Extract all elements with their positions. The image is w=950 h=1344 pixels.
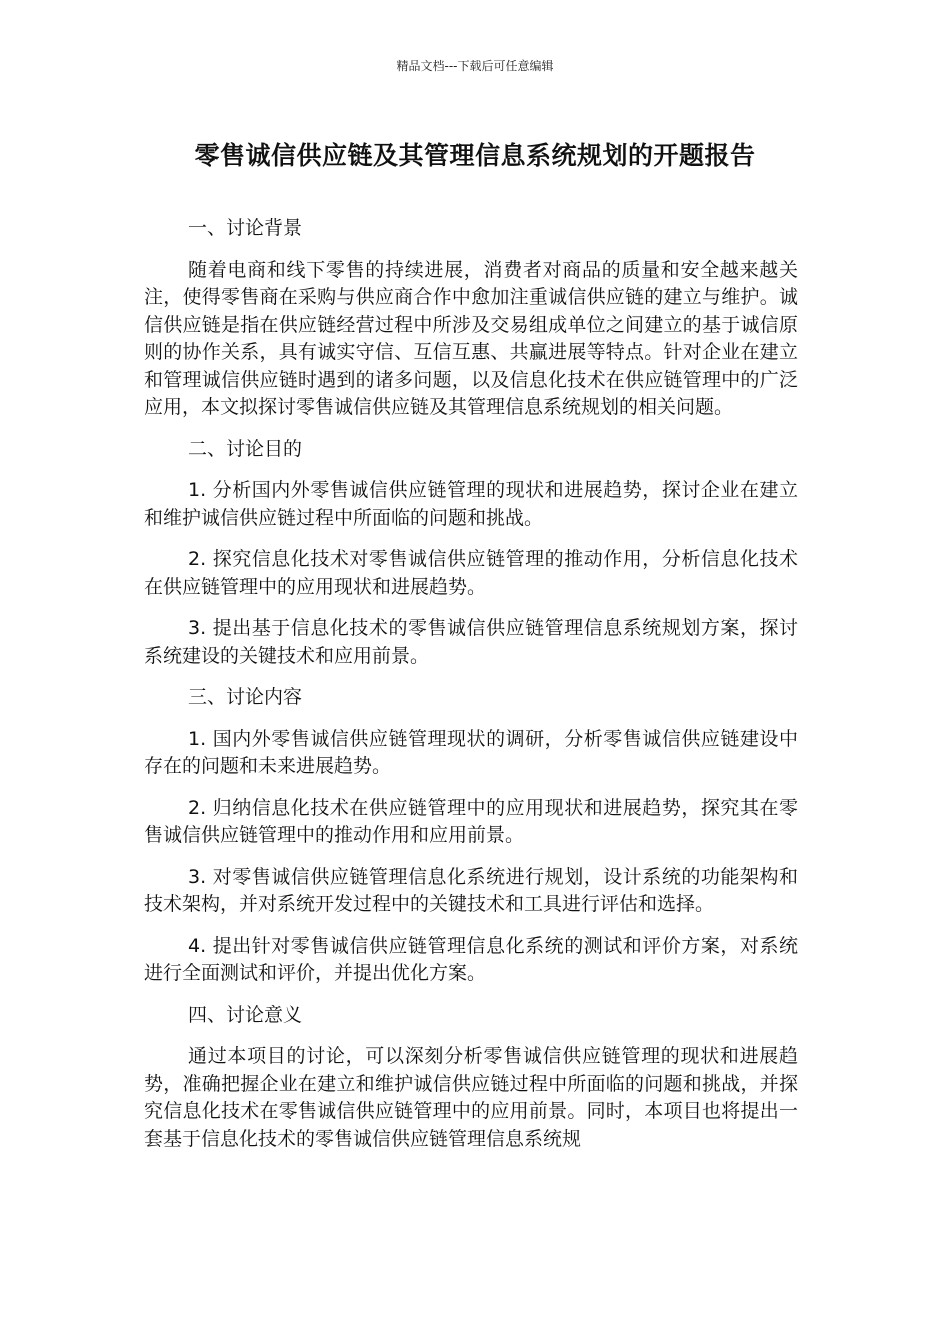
document-title: 零售诚信供应链及其管理信息系统规划的开题报告 xyxy=(194,141,756,170)
section-heading-content: 三、讨论内容 xyxy=(188,686,303,708)
page-header: 精品文档---下载后可任意编辑 xyxy=(396,59,554,73)
section-heading-purpose: 二、讨论目的 xyxy=(188,437,303,460)
paragraph-significance: 通过本项目的讨论，可以深刻分析零售诚信供应链管理的现状和进展趋势，准确把握企业在建立和维护诚信供应链过程中所面临的问题和挑战，并探究信息化技术在零售诚信供应链管理中的应用前景。同时，本项目也将提出一套基于信息化技术的零售诚信供应链管理信息系统规 xyxy=(144,1045,798,1150)
section-heading-background: 一、讨论背景 xyxy=(188,217,303,239)
section-heading-significance: 四、讨论意义 xyxy=(188,1003,303,1026)
purpose-item-1: 1. 分析国内外零售诚信供应链管理的现状和进展趋势，探讨企业在建立和维护诚信供应链过程中所面临的问题和挑战。 xyxy=(144,479,798,529)
content-item-2: 2. 归纳信息化技术在供应链管理中的应用现状和进展趋势，探究其在零售诚信供应链管理中的推动作用和应用前景。 xyxy=(144,796,798,846)
content-item-1: 1. 国内外零售诚信供应链管理现状的调研，分析零售诚信供应链建设中存在的问题和未来进展趋势。 xyxy=(144,727,798,777)
purpose-item-2: 2. 探究信息化技术对零售诚信供应链管理的推动作用，分析信息化技术在供应链管理中的应用现状和进展趋势。 xyxy=(144,548,798,598)
paragraph-background: 随着电商和线下零售的持续进展，消费者对商品的质量和安全越来越关注，使得零售商在采购与供应商合作中愈加注重诚信供应链的建立与维护。诚信供应链是指在供应链经营过程中所涉及交易组成单位之间建立的基于诚信原则的协作关系，具有诚实守信、互信互惠、共赢进展等特点。针对企业在建立和管理诚信供应链时遇到的诸多问题，以及信息化技术在供应链管理中的广泛应用，本文拟探讨零售诚信供应链及其管理信息系统规划的相关问题。 xyxy=(144,258,798,418)
content-item-4: 4. 提出针对零售诚信供应链管理信息化系统的测试和评价方案，对系统进行全面测试和评价，并提出优化方案。 xyxy=(144,934,798,984)
purpose-item-3: 3. 提出基于信息化技术的零售诚信供应链管理信息系统规划方案，探讨系统建设的关键技术和应用前景。 xyxy=(144,617,798,667)
content-item-3: 3. 对零售诚信供应链管理信息化系统进行规划，设计系统的功能架构和技术架构，并对系统开发过程中的关键技术和工具进行评估和选择。 xyxy=(144,865,798,915)
document-body xyxy=(144,215,798,1167)
